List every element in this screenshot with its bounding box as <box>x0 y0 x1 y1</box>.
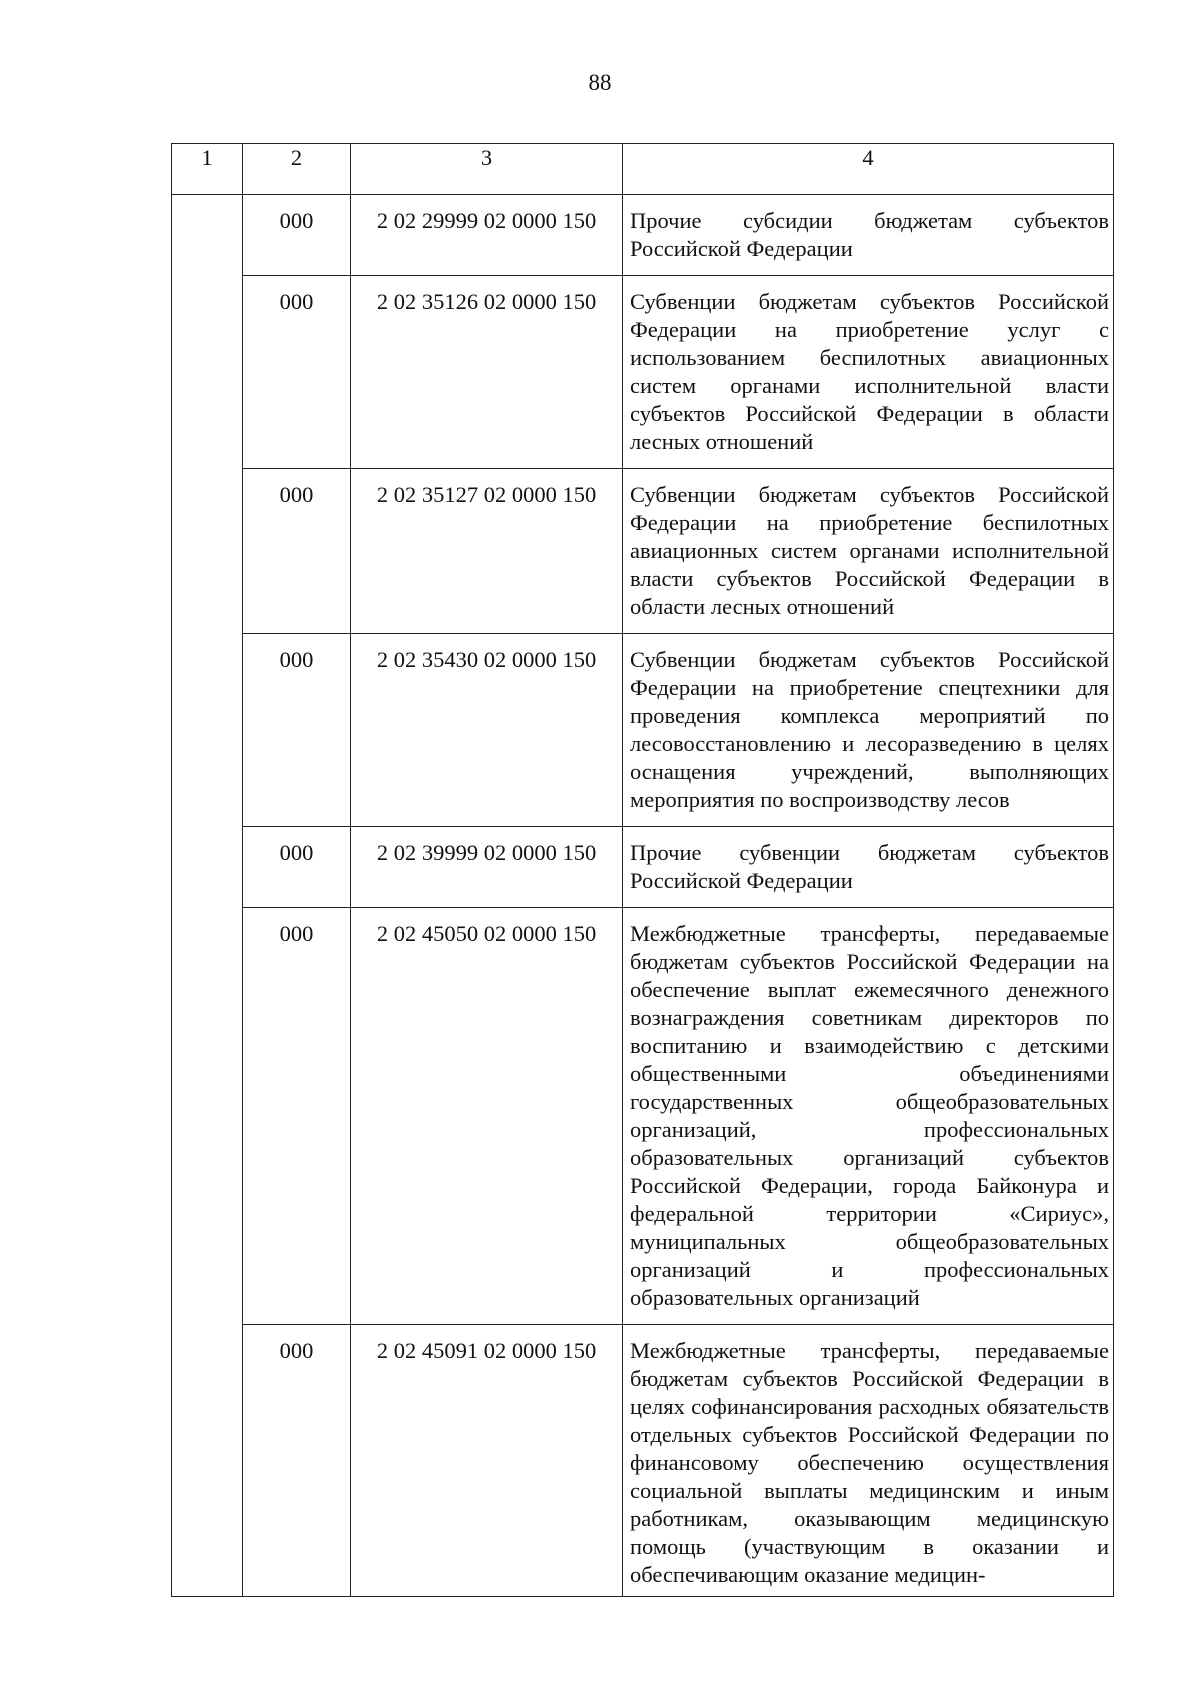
page-number: 88 <box>588 70 612 95</box>
income-name-cell: Межбюджетные трансферты, передаваемые бюджетам субъектов Российской Федерации на обеспечение выплат ежемесячного денежного вознаграждения советникам директоров по воспитанию и взаимодействию с детскими общественными объединениями государственных общеобразовательных организаций, профессиональных образовательных организаций субъектов Российской Федерации, города Байконура и федеральной территории «Сириус», муниципальных общеобразовательных организаций и профессиональных образовательных организаций <box>623 908 1114 1325</box>
admin-code-cell: 000 <box>243 276 351 469</box>
admin-code-cell: 000 <box>243 195 351 276</box>
income-name-cell: Субвенции бюджетам субъектов Российской Федерации на приобретение услуг с использованием беспилотных авиационных систем органами исполнительной власти субъектов Российской Федерации в области лесных отношений <box>623 276 1114 469</box>
budget-code-cell: 2 02 35127 02 0000 150 <box>351 469 623 634</box>
table-row <box>172 469 1114 634</box>
admin-code-cell: 000 <box>243 827 351 908</box>
column-header-row <box>172 144 1114 195</box>
column-header-4: 4 <box>623 144 1114 195</box>
table-row <box>172 1325 1114 1597</box>
budget-code-cell: 2 02 29999 02 0000 150 <box>351 195 623 276</box>
budget-code-cell: 2 02 35430 02 0000 150 <box>351 634 623 827</box>
column-header-2: 2 <box>243 144 351 195</box>
income-name-cell: Субвенции бюджетам субъектов Российской Федерации на приобретение беспилотных авиационных систем органами исполнительной власти субъектов Российской Федерации в области лесных отношений <box>623 469 1114 634</box>
budget-code-cell: 2 02 35126 02 0000 150 <box>351 276 623 469</box>
admin-code-cell: 000 <box>243 908 351 1325</box>
income-name-cell: Субвенции бюджетам субъектов Российской Федерации на приобретение спецтехники для проведения комплекса мероприятий по лесовосстановлению и лесоразведению в целях оснащения учреждений, выполняющих мероприятия по воспроизводству лесов <box>623 634 1114 827</box>
income-name-cell: Межбюджетные трансферты, передаваемые бюджетам субъектов Российской Федерации в целях софинансирования расходных обязательств отдельных субъектов Российской Федерации по финансовому обеспечению осуществления социальной выплаты медицинским и иным работникам, оказывающим медицинскую помощь (участвующим в оказании и обеспечивающим оказание медицин- <box>623 1325 1114 1597</box>
admin-code-cell: 000 <box>243 1325 351 1597</box>
table-row <box>172 634 1114 827</box>
table-row <box>172 276 1114 469</box>
table-row <box>172 827 1114 908</box>
column-header-3: 3 <box>351 144 623 195</box>
budget-classification-table <box>171 143 1114 1597</box>
column-header-1: 1 <box>172 144 243 195</box>
table-row <box>172 195 1114 276</box>
income-name-cell: Прочие субвенции бюджетам субъектов Российской Федерации <box>623 827 1114 908</box>
admin-code-cell: 000 <box>243 469 351 634</box>
table-row <box>172 908 1114 1325</box>
income-name-cell: Прочие субсидии бюджетам субъектов Российской Федерации <box>623 195 1114 276</box>
budget-code-cell: 2 02 39999 02 0000 150 <box>351 827 623 908</box>
budget-code-cell: 2 02 45050 02 0000 150 <box>351 908 623 1325</box>
first-column-cell <box>172 195 243 1597</box>
budget-code-cell: 2 02 45091 02 0000 150 <box>351 1325 623 1597</box>
admin-code-cell: 000 <box>243 634 351 827</box>
